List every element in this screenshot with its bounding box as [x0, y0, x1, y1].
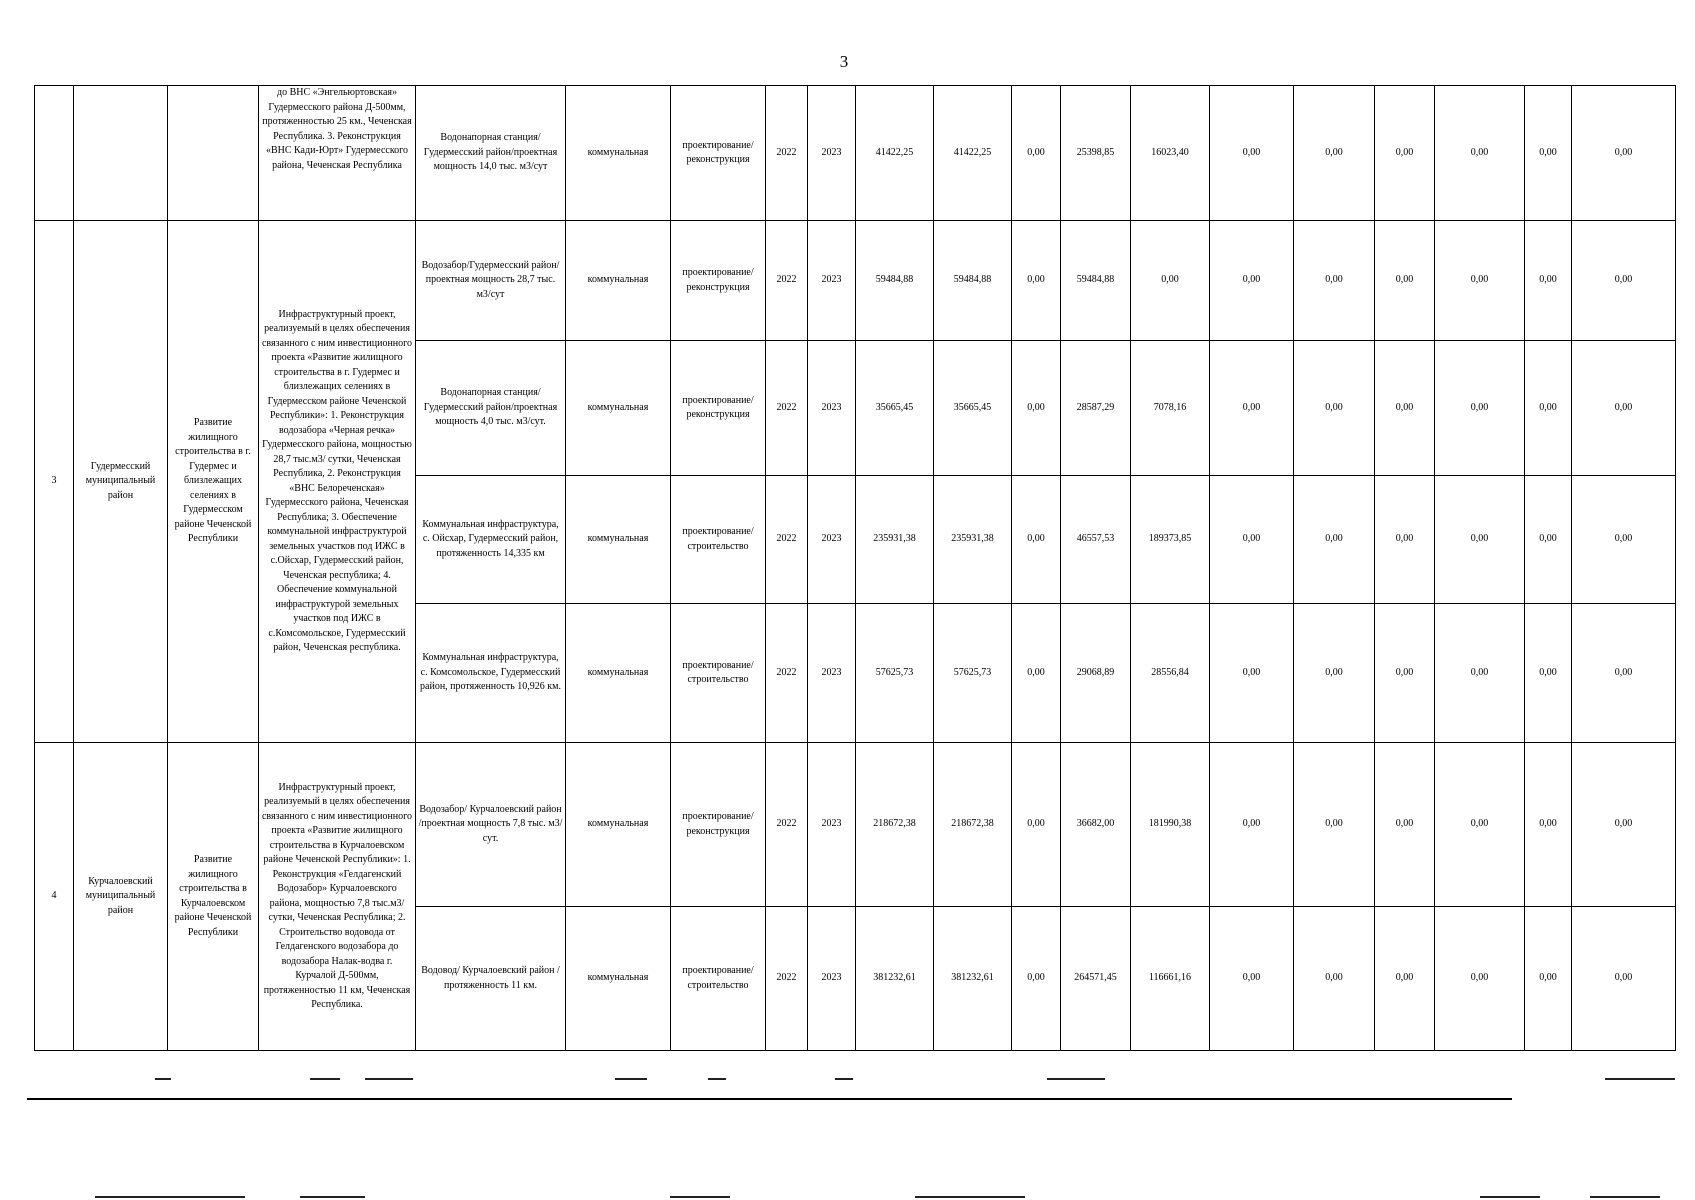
cell-work-type: проектирование/реконструкция — [671, 341, 766, 476]
cell-year-end: 2023 — [808, 604, 856, 743]
cell-value: 0,00 — [1210, 86, 1294, 221]
cell-year-start: 2022 — [766, 743, 808, 907]
cell-ownership: коммунальная — [566, 341, 671, 476]
cell-value: 0,00 — [1435, 341, 1525, 476]
cell-value: 59484,88 — [934, 221, 1012, 341]
cell-work-type: проектирование/реконструкция — [671, 743, 766, 907]
cell-value: 0,00 — [1572, 476, 1676, 604]
cell-value: 7078,16 — [1131, 341, 1210, 476]
scan-artifact-line — [670, 1196, 730, 1198]
scan-artifact-line — [1480, 1196, 1540, 1198]
cell-value: 0,00 — [1572, 86, 1676, 221]
cell-value: 0,00 — [1375, 221, 1435, 341]
cell-value: 0,00 — [1294, 743, 1375, 907]
cell-value: 0,00 — [1572, 341, 1676, 476]
scan-artifact-line — [310, 1078, 340, 1080]
table-row — [35, 743, 1676, 907]
cell-value: 0,00 — [1210, 907, 1294, 1051]
page-number: 3 — [839, 52, 849, 71]
cell-value: 0,00 — [1572, 604, 1676, 743]
cell-year-end: 2023 — [808, 907, 856, 1051]
cell-value: 41422,25 — [934, 86, 1012, 221]
scan-artifact-line — [708, 1078, 726, 1080]
cell-infra-project: до ВНС «Энгельюртовская» Гудермесского района Д-500мм, протяженностью 25 км., Чеченская Республика. 3. Реконструкция «ВНС Кади-Юрт» Гудермесского района, Чеченская Республика — [259, 86, 416, 221]
cell-object: Коммунальная инфраструктура, с. Ойсхар, Гудермесский район, протяженность 14,335 км — [416, 476, 566, 604]
cell-value: 29068,89 — [1061, 604, 1131, 743]
cell-value: 0,00 — [1294, 221, 1375, 341]
cell-value: 0,00 — [1012, 743, 1061, 907]
cell-value: 381232,61 — [934, 907, 1012, 1051]
scan-artifact-line — [1590, 1196, 1660, 1198]
cell-value: 59484,88 — [1061, 221, 1131, 341]
cell-value: 0,00 — [1435, 476, 1525, 604]
cell-value: 0,00 — [1572, 743, 1676, 907]
cell-value: 0,00 — [1210, 604, 1294, 743]
cell-value: 0,00 — [1525, 604, 1572, 743]
cell-value: 0,00 — [1435, 86, 1525, 221]
cell-value: 218672,38 — [856, 743, 934, 907]
cell-value: 35665,45 — [856, 341, 934, 476]
cell-ownership: коммунальная — [566, 86, 671, 221]
cell-value: 0,00 — [1375, 341, 1435, 476]
cell-value: 0,00 — [1210, 221, 1294, 341]
cell-value: 0,00 — [1375, 907, 1435, 1051]
cell-value: 0,00 — [1012, 221, 1061, 341]
cell-value: 46557,53 — [1061, 476, 1131, 604]
scan-artifact-line — [1605, 1078, 1675, 1080]
cell-ownership: коммунальная — [566, 604, 671, 743]
cell-year-end: 2023 — [808, 476, 856, 604]
cell-value: 0,00 — [1294, 86, 1375, 221]
cell-work-type: проектирование/реконструкция — [671, 86, 766, 221]
cell-work-type: проектирование/строительство — [671, 907, 766, 1051]
cell-value: 0,00 — [1375, 743, 1435, 907]
cell-value: 0,00 — [1012, 476, 1061, 604]
table-row — [35, 86, 1676, 221]
cell-value: 28587,29 — [1061, 341, 1131, 476]
table-row — [35, 221, 1676, 341]
cell-value: 0,00 — [1572, 221, 1676, 341]
cell-value: 0,00 — [1525, 743, 1572, 907]
cell-value: 0,00 — [1210, 743, 1294, 907]
cell-value: 41422,25 — [856, 86, 934, 221]
cell-object: Водонапорная станция/ Гудермесский район/проектная мощность 14,0 тыс. м3/сут — [416, 86, 566, 221]
cell-value: 0,00 — [1435, 907, 1525, 1051]
cell-value: 25398,85 — [1061, 86, 1131, 221]
cell-ownership: коммунальная — [566, 476, 671, 604]
cell-value: 0,00 — [1012, 604, 1061, 743]
cell-value: 0,00 — [1210, 476, 1294, 604]
cell-value: 0,00 — [1294, 907, 1375, 1051]
cell-municipality: Гудермесский муниципальный район — [74, 221, 168, 743]
cell-year-end: 2023 — [808, 221, 856, 341]
scan-artifact-line — [915, 1196, 1025, 1198]
cell-value: 218672,38 — [934, 743, 1012, 907]
scan-artifact-line — [27, 1098, 1512, 1100]
cell-year-start: 2022 — [766, 907, 808, 1051]
cell-value: 0,00 — [1435, 743, 1525, 907]
cell-value: 0,00 — [1131, 221, 1210, 341]
cell-infra-project: Инфраструктурный проект, реализуемый в целях обеспечения связанного с ним инвестиционного проекта «Развитие жилищного строительства в Курчалоевском районе Чеченской Республики»: 1. Реконструкция «Гелдагенский Водозабор» Курчалоевского района, мощностью 7,8 тыс.м3/ сутки, Чеченская Республика; 2. Строительство водовода от Гелдагенского водозабора до водозабора Налак-водва г. Курчалой Д-500мм, протяженностью 11 км, Чеченская Республика. — [259, 743, 416, 1051]
cell-value: 235931,38 — [934, 476, 1012, 604]
cell-project-name — [168, 86, 259, 221]
cell-project-name: Развитие жилищного строительства в г. Гудермес и близлежащих селениях в Гудермесском районе Чеченской Республики — [168, 221, 259, 743]
cell-value: 181990,38 — [1131, 743, 1210, 907]
cell-municipality — [74, 86, 168, 221]
cell-ownership: коммунальная — [566, 743, 671, 907]
cell-object: Коммунальная инфраструктура, с. Комсомольское, Гудермесский район, протяженность 10,926 км. — [416, 604, 566, 743]
cell-work-type: проектирование/реконструкция — [671, 221, 766, 341]
scan-artifact-line — [155, 1078, 171, 1080]
scan-artifact-line — [615, 1078, 647, 1080]
cell-value: 235931,38 — [856, 476, 934, 604]
cell-value: 0,00 — [1294, 341, 1375, 476]
cell-no — [35, 86, 74, 221]
cell-object: Водозабор/ Курчалоевский район /проектная мощность 7,8 тыс. м3/сут. — [416, 743, 566, 907]
cell-value: 16023,40 — [1131, 86, 1210, 221]
cell-value: 381232,61 — [856, 907, 934, 1051]
cell-value: 0,00 — [1210, 341, 1294, 476]
cell-value: 0,00 — [1375, 86, 1435, 221]
cell-value: 57625,73 — [934, 604, 1012, 743]
cell-work-type: проектирование/строительство — [671, 604, 766, 743]
cell-value: 0,00 — [1012, 86, 1061, 221]
cell-project-name: Развитие жилищного строительства в Курчалоевском районе Чеченской Республики — [168, 743, 259, 1051]
scan-artifact-line — [95, 1196, 245, 1198]
cell-object: Водовод/ Курчалоевский район /протяженность 11 км. — [416, 907, 566, 1051]
cell-year-start: 2022 — [766, 341, 808, 476]
cell-work-type: проектирование/строительство — [671, 476, 766, 604]
cell-value: 0,00 — [1012, 907, 1061, 1051]
cell-value: 0,00 — [1572, 907, 1676, 1051]
cell-no: 4 — [35, 743, 74, 1051]
cell-value: 36682,00 — [1061, 743, 1131, 907]
cell-value: 0,00 — [1525, 476, 1572, 604]
cell-year-end: 2023 — [808, 86, 856, 221]
cell-value: 0,00 — [1525, 86, 1572, 221]
cell-value: 189373,85 — [1131, 476, 1210, 604]
cell-municipality: Курчалоевский муниципальный район — [74, 743, 168, 1051]
cell-no: 3 — [35, 221, 74, 743]
cell-value: 28556,84 — [1131, 604, 1210, 743]
cell-infra-project: Инфраструктурный проект, реализуемый в целях обеспечения связанного с ним инвестиционного проекта «Развитие жилищного строительства в г. Гудермес и близлежащих селениях в Гудермесском районе Чеченской Республики»: 1. Реконструкция водозабора «Черная речка» Гудермесского района, мощностью 28,7 тыс.м3/ сутки, Чеченская Республика, 2. Реконструкция «ВНС Белореченская» Гудермесского района, Чеченская Республика; 3. Обеспечение коммунальной инфраструктурой земельных участков под ИЖС в с.Ойсхар, Гудермесский район, Чеченская республика; 4. Обеспечение коммунальной инфраструктурой земельных участков под ИЖС в с.Комсомольское, Гудермесский район, Чеченская республика. — [259, 221, 416, 743]
cell-year-end: 2023 — [808, 341, 856, 476]
cell-value: 0,00 — [1435, 221, 1525, 341]
scan-artifact-line — [365, 1078, 413, 1080]
cell-object: Водонапорная станция/Гудермесский район/проектная мощность 4,0 тыс. м3/сут. — [416, 341, 566, 476]
cell-value: 0,00 — [1525, 341, 1572, 476]
cell-year-start: 2022 — [766, 221, 808, 341]
projects-table — [34, 85, 1676, 1051]
cell-value: 0,00 — [1435, 604, 1525, 743]
cell-year-start: 2022 — [766, 86, 808, 221]
scan-artifact-line — [1047, 1078, 1105, 1080]
cell-value: 57625,73 — [856, 604, 934, 743]
cell-ownership: коммунальная — [566, 907, 671, 1051]
cell-value: 0,00 — [1375, 476, 1435, 604]
cell-value: 116661,16 — [1131, 907, 1210, 1051]
cell-value: 0,00 — [1375, 604, 1435, 743]
cell-object: Водозабор/Гудермесский район/проектная мощность 28,7 тыс. м3/сут — [416, 221, 566, 341]
cell-value: 0,00 — [1525, 907, 1572, 1051]
cell-year-end: 2023 — [808, 743, 856, 907]
cell-value: 59484,88 — [856, 221, 934, 341]
cell-year-start: 2022 — [766, 476, 808, 604]
scan-artifact-line — [835, 1078, 853, 1080]
scan-artifact-line — [300, 1196, 365, 1198]
cell-value: 0,00 — [1012, 341, 1061, 476]
cell-value: 0,00 — [1294, 476, 1375, 604]
cell-value: 264571,45 — [1061, 907, 1131, 1051]
cell-value: 0,00 — [1525, 221, 1572, 341]
cell-year-start: 2022 — [766, 604, 808, 743]
cell-value: 0,00 — [1294, 604, 1375, 743]
cell-value: 35665,45 — [934, 341, 1012, 476]
cell-ownership: коммунальная — [566, 221, 671, 341]
